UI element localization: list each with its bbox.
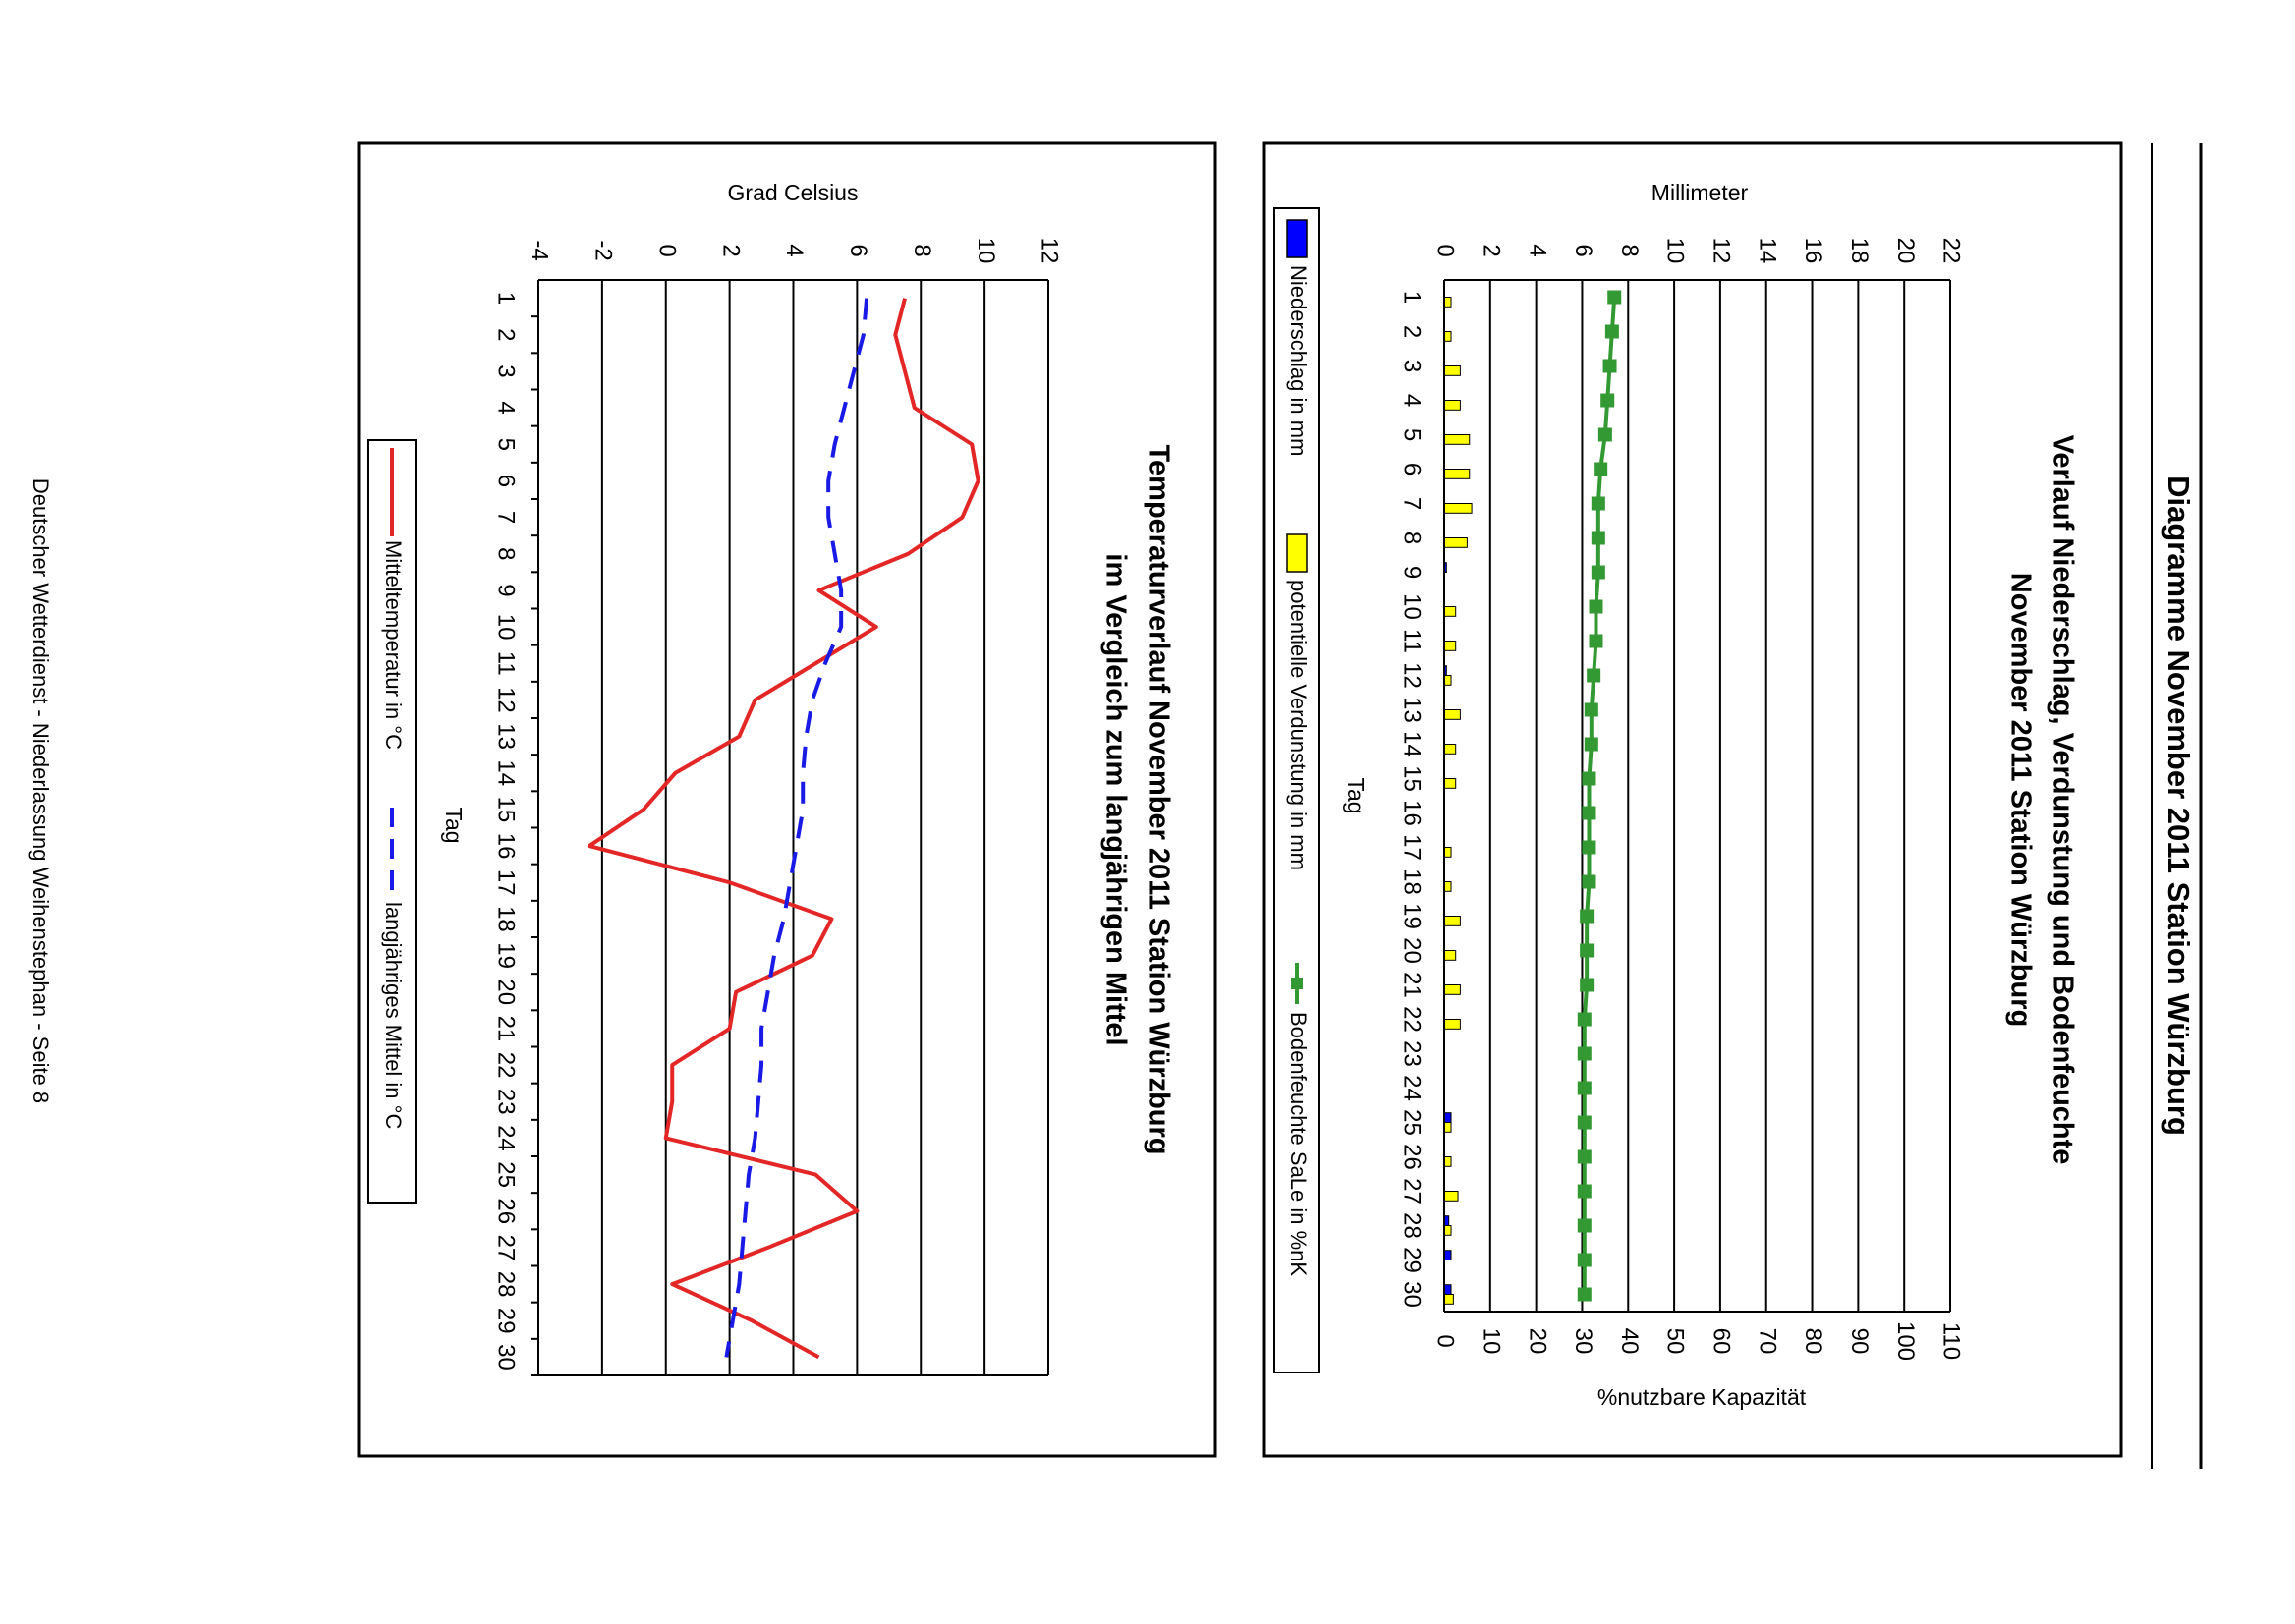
x-tick-label: 13: [492, 723, 520, 750]
soil-moisture-point: [1578, 1116, 1592, 1130]
chart-precipitation-bars: [1444, 298, 1472, 1305]
x-tick-label: 28: [1398, 1212, 1426, 1239]
x-tick-label: 16: [1398, 800, 1426, 826]
x-tick-label: 9: [492, 584, 520, 597]
right-tick-label: 0: [1431, 1334, 1459, 1348]
soil-moisture-point: [1578, 1013, 1592, 1027]
bar-evaporation: [1444, 538, 1467, 548]
bar-evaporation: [1444, 435, 1470, 445]
bar-evaporation: [1444, 710, 1460, 720]
soil-moisture-point: [1590, 600, 1603, 614]
chart-precipitation-xlabel: Tag: [1342, 777, 1369, 814]
soil-moisture-point: [1578, 1185, 1592, 1199]
x-tick-label: 5: [1398, 427, 1426, 442]
soil-moisture-point: [1582, 772, 1595, 786]
soil-moisture-point: [1598, 428, 1612, 442]
x-tick-label: 1: [1398, 290, 1426, 305]
y-tick-label: 4: [781, 244, 809, 257]
chart-precipitation-plot-frame: [1444, 280, 1950, 1312]
chart-temperature-y-ticks: [527, 238, 1063, 264]
x-tick-label: 25: [1398, 1109, 1426, 1136]
x-tick-label: 20: [1398, 937, 1426, 964]
chart-temperature-title-line-2: im Vergleich zum langjährigen Mittel: [1099, 553, 1132, 1046]
chart-precipitation-right-ticks: [1432, 1321, 1965, 1361]
x-tick-label: 2: [492, 328, 520, 342]
bar-precipitation: [1444, 1113, 1451, 1123]
soil-moisture-point: [1580, 910, 1594, 924]
y-tick-label: -4: [526, 240, 553, 261]
y-tick-label: 10: [972, 237, 999, 264]
x-tick-label: 8: [1398, 531, 1426, 545]
x-tick-label: 27: [1398, 1178, 1426, 1204]
chart-temperature-legend: [368, 440, 416, 1203]
x-tick-label: 22: [1398, 1006, 1426, 1033]
chart-precipitation-soil-line: [1578, 291, 1621, 1302]
soil-moisture-point: [1590, 635, 1603, 648]
bar-precipitation: [1444, 1285, 1451, 1295]
bar-evaporation: [1444, 951, 1456, 961]
right-tick-label: 30: [1570, 1327, 1597, 1355]
right-tick-label: 70: [1754, 1327, 1781, 1355]
chart-temperature-gridlines: [602, 280, 1048, 1375]
legend-label-precipitation: Niederschlag in mm: [1286, 265, 1312, 457]
x-tick-label: 17: [492, 868, 520, 896]
chart-precipitation-frame: [1264, 143, 2121, 1456]
page-footer: Deutscher Wetterdienst - Niederlassung Weihenstephan - Seite 8: [28, 477, 54, 1104]
x-tick-label: 26: [492, 1198, 520, 1225]
soil-moisture-point: [1592, 497, 1605, 511]
bar-evaporation: [1444, 366, 1460, 376]
bar-evaporation: [1444, 298, 1451, 308]
x-tick-label: 1: [492, 291, 520, 306]
x-tick-label: 10: [1398, 593, 1426, 620]
bar-evaporation: [1444, 1157, 1451, 1167]
soil-moisture-point: [1585, 738, 1598, 752]
legend-swatch-soil-marker: [1291, 978, 1303, 989]
x-tick-label: 11: [492, 650, 520, 676]
chart-temperature-x-ticks: [493, 292, 538, 1375]
y-tick-label: 20: [1891, 237, 1919, 264]
page-title: Diagramme November 2011 Station Würzburg: [2160, 476, 2196, 1136]
x-tick-label: 29: [492, 1307, 520, 1334]
soil-moisture-point: [1607, 291, 1621, 305]
y-tick-label: -2: [589, 240, 617, 261]
soil-moisture-point: [1592, 566, 1605, 580]
soil-moisture-point: [1578, 1288, 1592, 1302]
x-tick-label: 21: [1398, 972, 1426, 998]
x-tick-label: 13: [1398, 697, 1426, 723]
soil-moisture-point: [1600, 394, 1614, 408]
x-tick-label: 3: [1398, 359, 1426, 373]
x-tick-label: 26: [1398, 1144, 1426, 1170]
right-tick-label: 90: [1846, 1327, 1874, 1355]
y-tick-label: 22: [1937, 237, 1965, 264]
x-tick-label: 20: [492, 979, 520, 1006]
right-tick-label: 110: [1937, 1321, 1965, 1361]
x-tick-label: 18: [1398, 868, 1426, 895]
x-tick-label: 24: [492, 1125, 520, 1151]
x-tick-label: 7: [1398, 496, 1426, 511]
bar-evaporation: [1444, 1295, 1453, 1305]
x-tick-label: 15: [492, 796, 520, 823]
x-tick-label: 22: [492, 1051, 520, 1079]
bar-evaporation: [1444, 779, 1456, 789]
x-tick-label: 6: [492, 474, 520, 488]
x-tick-label: 28: [492, 1270, 520, 1298]
x-tick-label: 17: [1398, 834, 1426, 861]
chart-precipitation-ylabel-right: %nutzbare Kapazität: [1596, 1384, 1807, 1410]
soil-moisture-point: [1582, 875, 1595, 889]
chart-precipitation-legend: [1274, 208, 1319, 1372]
bar-evaporation: [1444, 401, 1460, 411]
x-tick-label: 12: [1398, 662, 1426, 689]
y-tick-label: 16: [1800, 237, 1827, 264]
x-tick-label: 18: [492, 906, 520, 932]
right-tick-label: 100: [1891, 1320, 1919, 1362]
bar-precipitation: [1444, 1251, 1451, 1260]
bar-evaporation: [1444, 745, 1456, 755]
x-tick-label: 23: [492, 1088, 520, 1115]
chart-precipitation-y-ticks: [1432, 238, 1965, 264]
y-tick-label: 6: [845, 244, 872, 257]
bar-evaporation: [1444, 470, 1470, 479]
y-tick-label: 0: [1431, 244, 1459, 257]
x-tick-label: 8: [492, 547, 520, 561]
legend-label-evaporation: potentielle Verdunstung in mm: [1286, 580, 1312, 870]
right-tick-label: 20: [1524, 1327, 1551, 1355]
chart-temperature-xlabel: Tag: [440, 807, 467, 844]
bar-evaporation: [1444, 504, 1472, 514]
right-tick-label: 40: [1615, 1327, 1643, 1355]
x-tick-label: 14: [492, 759, 520, 787]
bar-evaporation: [1444, 1192, 1458, 1202]
bar-evaporation: [1444, 985, 1460, 995]
x-tick-label: 29: [1398, 1247, 1426, 1273]
bar-evaporation: [1444, 1226, 1451, 1236]
right-tick-label: 80: [1800, 1327, 1827, 1355]
chart-temperature-ylabel: Grad Celsius: [727, 180, 859, 205]
y-tick-label: 4: [1524, 244, 1551, 257]
legend-swatch-precipitation: [1287, 220, 1307, 257]
y-tick-label: 14: [1754, 237, 1781, 264]
x-tick-label: 30: [1398, 1281, 1426, 1308]
legend-label-soil: Bodenfeuchte SaLe in %nK: [1286, 1012, 1312, 1277]
soil-moisture-point: [1578, 1254, 1592, 1267]
x-tick-label: 3: [492, 364, 520, 378]
x-tick-label: 15: [1398, 765, 1426, 792]
bar-evaporation: [1444, 917, 1460, 926]
soil-moisture-point: [1580, 944, 1594, 958]
y-tick-label: 18: [1846, 237, 1874, 264]
x-tick-label: 19: [492, 942, 520, 969]
x-tick-label: 27: [492, 1234, 520, 1261]
x-tick-label: 24: [1398, 1075, 1426, 1101]
x-tick-label: 4: [1398, 393, 1426, 408]
bar-evaporation: [1444, 1020, 1460, 1030]
right-tick-label: 10: [1478, 1327, 1505, 1355]
chart-temperature-frame: [359, 143, 1215, 1456]
soil-moisture-point: [1578, 1150, 1592, 1164]
soil-moisture-line: [1585, 298, 1614, 1295]
soil-moisture-point: [1582, 841, 1595, 855]
soil-moisture-point: [1587, 669, 1600, 683]
y-tick-label: 2: [1478, 244, 1505, 257]
x-tick-label: 16: [492, 832, 520, 860]
soil-moisture-point: [1582, 807, 1595, 820]
x-tick-label: 9: [1398, 565, 1426, 580]
chart-temperature-panel: [359, 143, 1215, 1456]
x-tick-label: 5: [492, 437, 520, 451]
x-tick-label: 10: [492, 613, 520, 641]
x-tick-label: 12: [492, 687, 520, 713]
x-tick-label: 21: [492, 1015, 520, 1042]
x-tick-label: 11: [1398, 629, 1426, 653]
x-tick-label: 14: [1398, 731, 1426, 757]
right-tick-label: 50: [1661, 1327, 1689, 1355]
chart-precipitation-gridlines: [1490, 280, 1950, 1312]
bar-evaporation: [1444, 332, 1451, 342]
legend-swatch-evaporation: [1287, 534, 1307, 572]
chart-temperature-title-line-1: Temperaturverlauf November 2011 Station Würzburg: [1143, 444, 1175, 1155]
bar-evaporation: [1444, 1123, 1451, 1133]
legend-label-long-term-mean: langjähriges Mittel in °C: [381, 902, 407, 1130]
y-tick-label: 12: [1707, 237, 1735, 264]
y-tick-label: 8: [908, 244, 935, 257]
x-tick-label: 7: [492, 510, 520, 525]
y-tick-label: 8: [1615, 244, 1643, 257]
soil-moisture-point: [1578, 1219, 1592, 1233]
y-tick-label: 0: [653, 244, 681, 257]
long-term-mean-line: [726, 299, 867, 1358]
chart-precipitation-title-line-2: November 2011 Station Würzburg: [2004, 572, 2037, 1028]
chart-precipitation-panel: [1264, 143, 2121, 1456]
legend-label-mean-temperature: Mitteltemperatur in °C: [381, 540, 407, 750]
bar-evaporation: [1444, 607, 1456, 617]
x-tick-label: 19: [1398, 903, 1426, 929]
y-tick-label: 6: [1570, 244, 1597, 257]
soil-moisture-point: [1605, 325, 1619, 339]
soil-moisture-point: [1578, 1082, 1592, 1095]
soil-moisture-point: [1585, 703, 1598, 717]
x-tick-label: 25: [492, 1161, 520, 1188]
bar-evaporation: [1444, 848, 1451, 858]
x-tick-label: 4: [492, 401, 520, 415]
soil-moisture-point: [1580, 979, 1594, 992]
soil-moisture-point: [1578, 1047, 1592, 1061]
y-tick-label: 12: [1036, 237, 1063, 264]
chart-precipitation-ylabel-left: Millimeter: [1651, 180, 1749, 205]
x-tick-label: 30: [492, 1344, 520, 1371]
soil-moisture-point: [1592, 532, 1605, 545]
chart-precipitation-title-line-1: Verlauf Niederschlag, Verdunstung und Bodenfeuchte: [2046, 434, 2079, 1165]
soil-moisture-point: [1603, 360, 1617, 373]
soil-moisture-point: [1594, 463, 1607, 476]
page-header: [2152, 143, 2201, 1469]
x-tick-label: 2: [1398, 324, 1426, 339]
y-tick-label: 10: [1661, 237, 1689, 264]
x-tick-label: 6: [1398, 462, 1426, 476]
right-tick-label: 60: [1707, 1327, 1735, 1355]
bar-evaporation: [1444, 642, 1456, 651]
bar-evaporation: [1444, 676, 1451, 686]
y-tick-label: 2: [717, 244, 745, 257]
chart-precipitation-x-ticks: [1399, 291, 1426, 1308]
x-tick-label: 23: [1398, 1040, 1426, 1067]
bar-evaporation: [1444, 882, 1451, 892]
